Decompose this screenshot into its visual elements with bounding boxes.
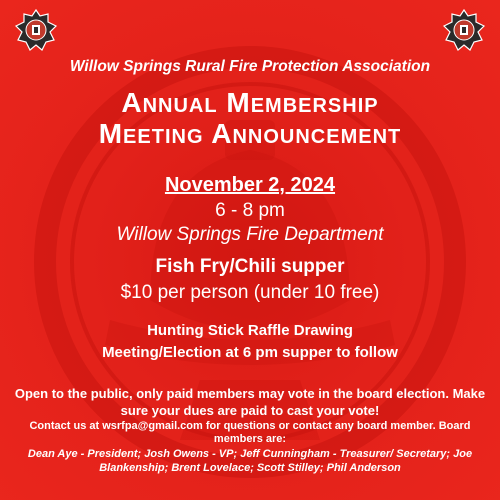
title-line-1: Annual Membership — [121, 87, 379, 118]
title-line-2: Meeting Announcement — [98, 118, 402, 149]
fire-department-badge-icon — [442, 8, 486, 52]
event-location: Willow Springs Fire Department — [116, 224, 384, 245]
meeting-info: Meeting/Election at 6 pm supper to follow — [102, 344, 398, 361]
organization-name: Willow Springs Rural Fire Protection Association — [69, 58, 431, 75]
fire-department-badge-icon — [14, 8, 58, 52]
price-info: $10 per person (under 10 free) — [120, 282, 380, 303]
board-members: Dean Aye - President; Josh Owens - VP; Jeff Cunningham - Treasurer/ Secretary; Joe Blankenship; Brent Lovelace; Scott Stilley; Phil Anderson — [27, 448, 473, 474]
contact-info: Contact us at wsrfpa@gmail.com for questions or contact any board member. Board members are: — [29, 420, 471, 445]
supper-info: Fish Fry/Chili supper — [155, 256, 345, 277]
raffle-info: Hunting Stick Raffle Drawing — [147, 322, 353, 339]
public-notice: Open to the public, only paid members may vote in the board election. Make sure your dues are paid to cast your vote! — [14, 386, 486, 418]
event-date: November 2, 2024 — [164, 174, 336, 196]
event-time: 6 - 8 pm — [215, 200, 285, 221]
